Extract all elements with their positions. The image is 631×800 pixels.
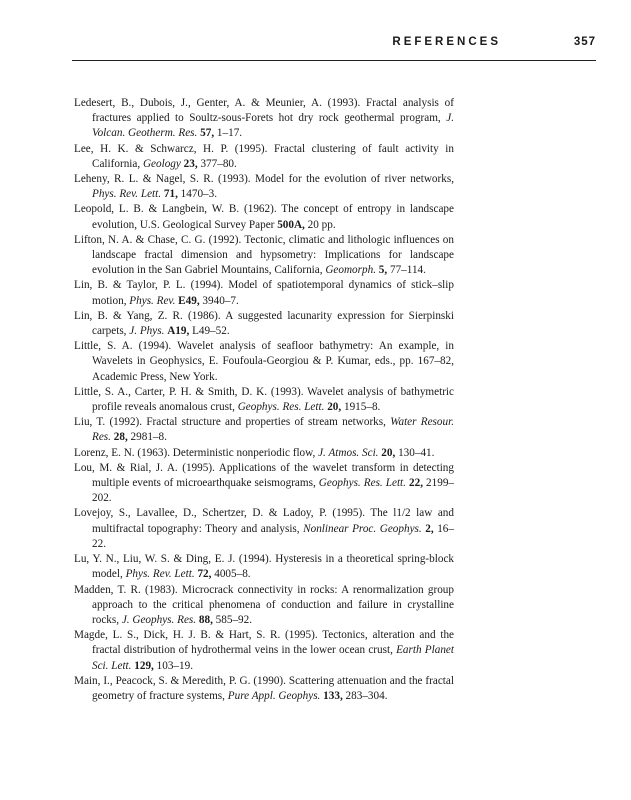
reference-entry: Main, I., Peacock, S. & Meredith, P. G. (1990). Scattering attenuation and the fractal geometry of fracture systems, Pure Appl. Geophys. 133, 283–304.: [74, 674, 454, 702]
page-header: [72, 36, 596, 54]
reference-entry: Madden, T. R. (1983). Microcrack connectivity in rocks: A renormalization group approach to the critical phenomena of conduction and failure in crystalline rocks, J. Geophys. Res. 88, 585–92.: [74, 583, 454, 626]
reference-entry: Lee, H. K. & Schwarcz, H. P. (1995). Fractal clustering of fault activity in California, Geology 23, 377–80.: [74, 142, 454, 170]
page-number: 357: [573, 36, 596, 48]
header-rule: [72, 60, 596, 61]
reference-entry: Lou, M. & Rial, J. A. (1995). Applications of the wavelet transform in detecting multiple events of microearthquake seismograms, Geophys. Res. Lett. 22, 2199–202.: [74, 461, 455, 505]
reference-entry: Leopold, L. B. & Langbein, W. B. (1962). The concept of entropy in landscape evolution, U.S. Geological Survey Paper 500A, 20 pp.: [74, 203, 454, 231]
reference-entry: Lorenz, E. N. (1963). Deterministic nonperiodic flow, J. Atmos. Sci. 20, 130–41.: [74, 446, 435, 459]
reference-entry: Ledesert, B., Dubois, J., Genter, A. & Meunier, A. (1993). Fractal analysis of fractures applied to Soultz-sous-Forets hot dry rock geothermal program, J. Volcan. Geotherm. Res. 57, 1–17.: [74, 97, 454, 140]
reference-entry: Leheny, R. L. & Nagel, S. R. (1993). Model for the evolution of river networks, Phys. Rev. Lett. 71, 1470–3.: [74, 173, 454, 201]
reference-entry: Lin, B. & Yang, Z. R. (1986). A suggested lacunarity expression for Sierpinski carpets, J. Phys. A19, L49–52.: [74, 309, 454, 338]
reference-entry: Lin, B. & Taylor, P. L. (1994). Model of spatiotemporal dynamics of stick–slip motion, Phys. Rev. E49, 3940–7.: [74, 279, 454, 307]
reference-entry: Lovejoy, S., Lavallee, D., Schertzer, D. & Ladoy, P. (1995). The l1/2 law and multifractal topography: Theory and analysis, Nonlinear Proc. Geophys. 2, 16–22.: [74, 507, 454, 550]
reference-list: [74, 96, 454, 704]
reference-entry: Liu, T. (1992). Fractal structure and properties of stream networks, Water Resour. Res. 28, 2981–8.: [74, 416, 455, 444]
reference-entry: Little, S. A., Carter, P. H. & Smith, D. K. (1993). Wavelet analysis of bathymetric profile reveals anomalous crust, Geophys. Res. Lett. 20, 1915–8.: [74, 385, 454, 414]
reference-entry: Magde, L. S., Dick, H. J. B. & Hart, S. R. (1995). Tectonics, alteration and the fractal distribution of hydrothermal veins in the lower ocean crust, Earth Planet Sci. Lett. 129, 103–19.: [74, 629, 455, 672]
running-title: REFERENCES: [392, 36, 501, 48]
reference-entry: Lifton, N. A. & Chase, C. G. (1992). Tectonic, climatic and lithologic influences on landscape fractal dimension and hypsometry: Implications for landscape evolution in the San Gabriel Mountains, California, Geomorph. 5, 77–114.: [74, 233, 454, 277]
reference-entry: Lu, Y. N., Liu, W. S. & Ding, E. J. (1994). Hysteresis in a theoretical spring-block model, Phys. Rev. Lett. 72, 4005–8.: [74, 553, 454, 581]
reference-entry: Little, S. A. (1994). Wavelet analysis of seafloor bathymetry: An example, in Wavelets in Geophysics, E. Foufoula-Georgiou & P. Kumar, eds., pp. 167–82, Academic Press, New York.: [74, 340, 454, 383]
